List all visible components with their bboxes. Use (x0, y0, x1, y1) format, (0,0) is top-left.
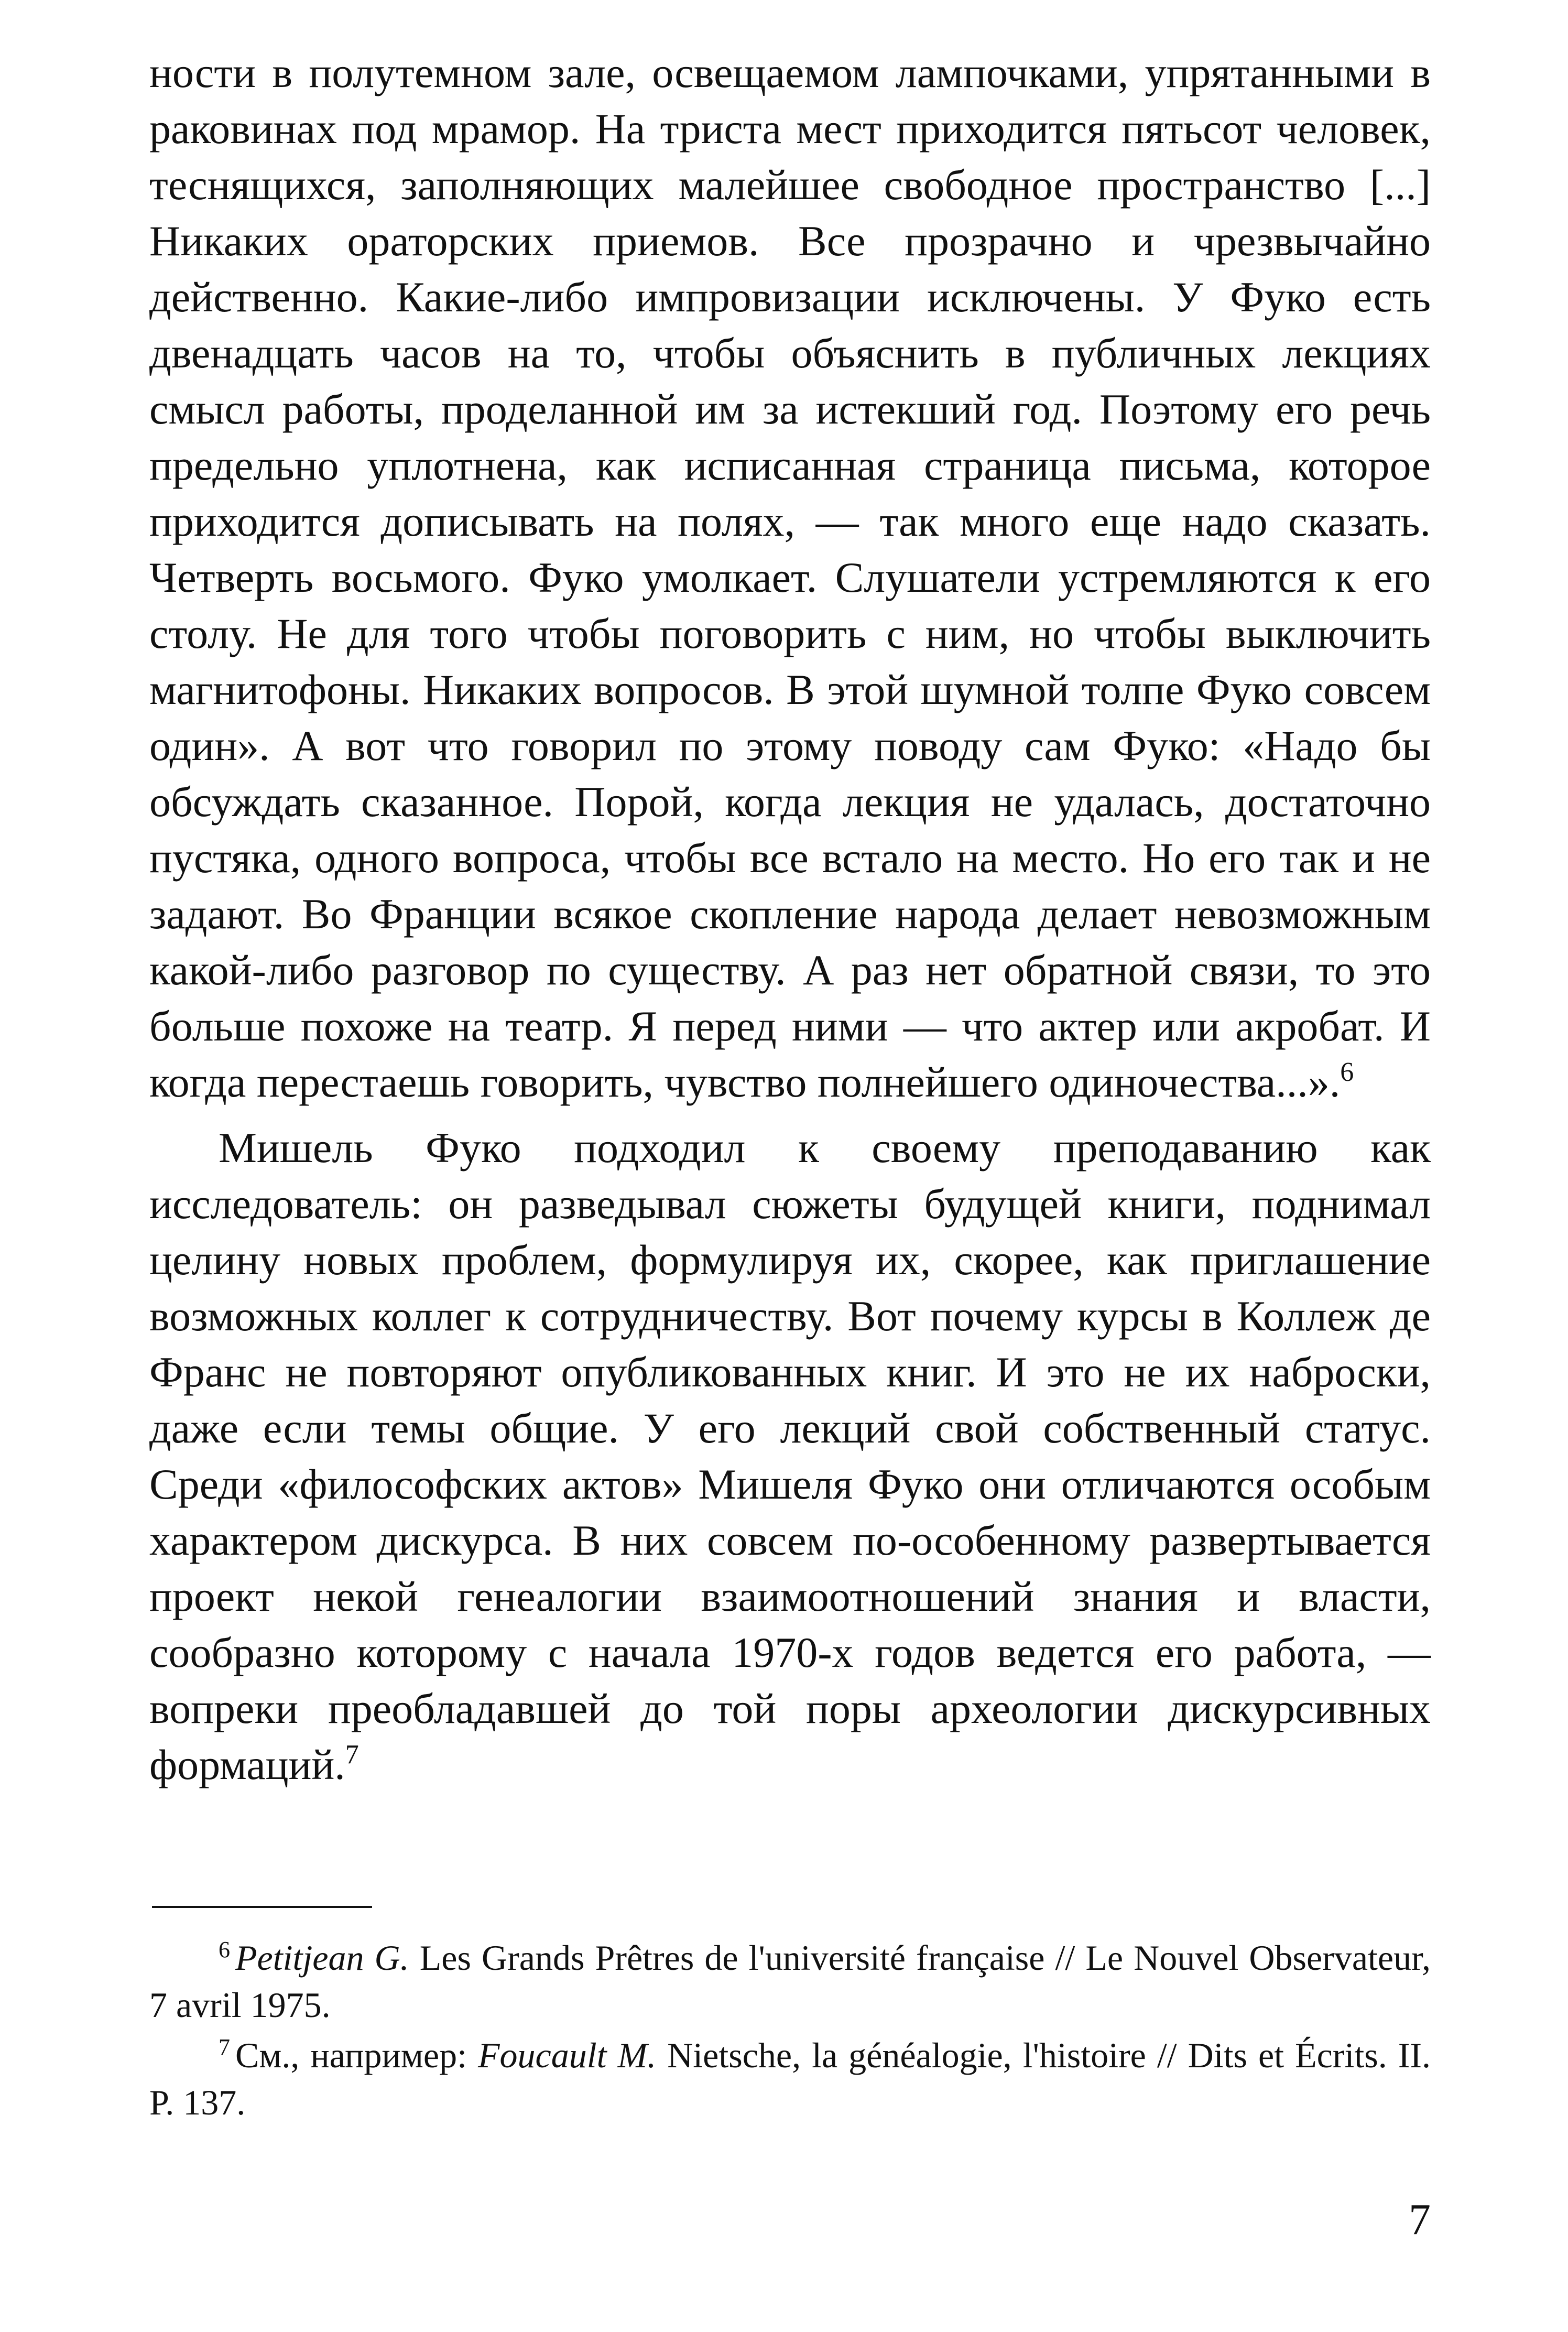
paragraph-2 (149, 1120, 1431, 1793)
footnote-author: Petitjean G. (235, 1938, 409, 1978)
footnote-prefix: См., например: (235, 2035, 478, 2075)
footnote-6 (149, 1934, 1431, 2029)
paragraph-2-text: Мишель Фуко подходил к своему преподаванию как исследователь: он разведывал сюжеты будущей книги, поднимал целину новых проблем, формулируя их, скорее, как приглашение возможных коллег к сотрудничеству. Вот почему курсы в Коллеж де Франс не повторяют опубликованных книг. И это не их наброски, даже если темы общие. У его лекций свой собственный статус. Среди «философских актов» Мишеля Фуко они отличаются особым характером дискурса. В них совсем по-особенному развертывается проект некой генеалогии взаимоотношений знания и власти, сообразно которому с начала 1970-х годов ведется его работа, — вопреки преобладавшей до той поры археологии дискурсивных формаций. (149, 1124, 1431, 1788)
paragraph-1-text: ности в полутемном зале, освещаемом лампочками, упрятанными в раковинах под мрамор. На триста мест приходится пятьсот человек, теснящихся, заполняющих малейшее свободное пространство [...] Никаких ораторских приемов. Все прозрачно и чрезвычайно действенно. Какие-либо импровизации исключены. У Фуко есть двенадцать часов на то, чтобы объяснить в публичных лекциях смысл работы, проделанной им за истекший год. Поэтому его речь предельно уплотнена, как исписанная страница письма, которое приходится дописывать на полях, — так много еще надо сказать. Четверть восьмого. Фуко умолкает. Слушатели устремляются к его столу. Не для того чтобы поговорить с ним, но чтобы выключить магнитофоны. Никаких вопросов. В этой шумной толпе Фуко совсем один». А вот что говорил по этому поводу сам Фуко: «Надо бы обсуждать сказанное. Порой, когда лекция не удалась, достаточно пустяка, одного вопроса, чтобы все встало на место. Но его так и не задают. Во Франции всякое скопление народа делает невозможным какой-либо разговор по существу. А раз нет обратной связи, то это больше похоже на театр. Я перед ними — что актер или акробат. И когда перестаешь говорить, чувство полнейшего одиночества...». (149, 49, 1431, 1106)
footnote-ref-6: 6 (1340, 1057, 1354, 1087)
footnote-7 (149, 2032, 1431, 2126)
main-text (149, 45, 1431, 1793)
page-number: 7 (1409, 2195, 1431, 2244)
footnote-number: 6 (219, 1937, 230, 1962)
footnote-author: Foucault M. (477, 2035, 657, 2075)
footnotes (149, 1934, 1431, 2129)
footnote-text: Les Grands Prêtres de l'université française // Le Nouvel Observateur, 7 avril 1975. (149, 1938, 1431, 2025)
footnote-divider (152, 1906, 372, 1908)
footnote-text: Nietsche, la généalogie, l'histoire // Dits et Écrits. II. P. 137. (149, 2035, 1431, 2122)
paragraph-1 (149, 45, 1431, 1110)
footnote-number: 7 (219, 2034, 230, 2060)
footnote-ref-7: 7 (345, 1740, 359, 1770)
